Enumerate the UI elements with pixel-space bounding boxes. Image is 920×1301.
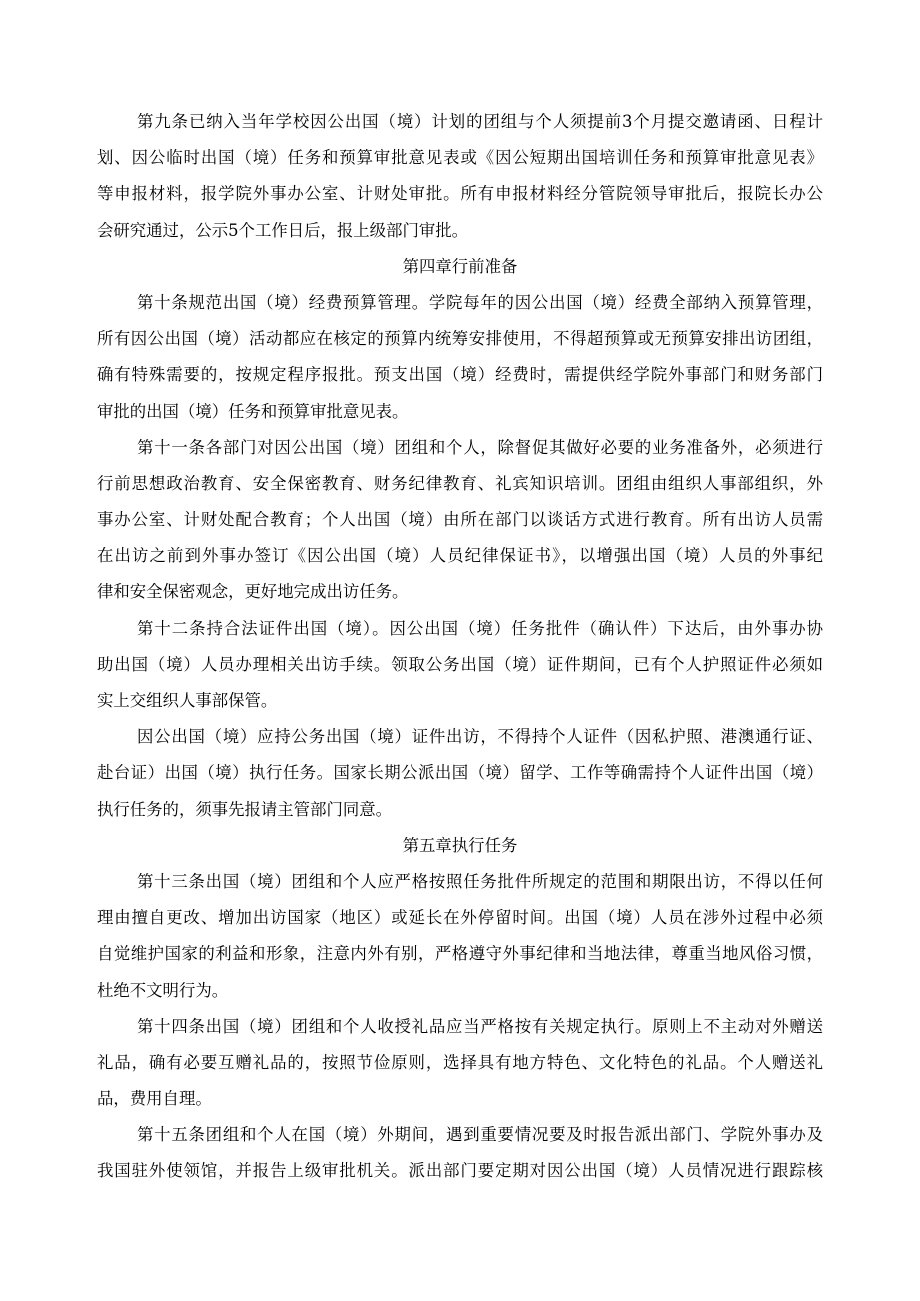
paragraph-line: 会研究通过，公示5个工作日后，报上级部门审批。 bbox=[97, 220, 469, 240]
article-15-paragraph bbox=[97, 1117, 823, 1189]
paragraph-line: 我国驻外使领馆，并报告上级审批机关。派出部门要定期对因公出国（境）人员情况进行跟踪核 bbox=[97, 1161, 823, 1181]
article-13-paragraph bbox=[97, 864, 823, 1009]
article-11-paragraph bbox=[97, 430, 823, 611]
paragraph-line: 第十四条出国（境）团组和个人收授礼品应当严格按有关规定执行。原则上不主动对外赠送 bbox=[137, 1016, 823, 1036]
official-passport-paragraph bbox=[97, 719, 823, 828]
paragraph-line: 自觉维护国家的利益和形象，注意内外有别，严格遵守外事纪律和当地法律，尊重当地风俗习惯， bbox=[97, 944, 823, 964]
paragraph-line: 助出国（境）人员办理相关出访手续。领取公务出国（境）证件期间，已有个人护照证件必须如 bbox=[97, 654, 823, 674]
paragraph-line: 第十二条持合法证件出国（境）。因公出国（境）任务批件（确认件）下达后，由外事办协 bbox=[137, 618, 823, 638]
paragraph-line: 品，费用自理。 bbox=[97, 1089, 212, 1109]
article-10-paragraph bbox=[97, 285, 823, 430]
document-body bbox=[97, 104, 823, 1190]
paragraph-line: 确有特殊需要的，按规定程序报批。预支出国（境）经费时，需提供经学院外事部门和财务部门 bbox=[97, 365, 823, 385]
paragraph-line: 理由擅自更改、增加出访国家（地区）或延长在外停留时间。出国（境）人员在涉外过程中必须 bbox=[97, 908, 823, 928]
paragraph-line: 在出访之前到外事办签订《因公出国（境）人员纪律保证书》，以增强出国（境）人员的外事纪 bbox=[97, 546, 823, 566]
chapter-4-heading: 第四章行前准备 bbox=[402, 256, 518, 276]
paragraph-line: 因公出国（境）应持公务出国（境）证件出访，不得持个人证件（因私护照、港澳通行证、 bbox=[137, 727, 823, 747]
paragraph-line: 第十三条出国（境）团组和个人应严格按照任务批件所规定的范围和期限出访，不得以任何 bbox=[137, 871, 823, 891]
paragraph-line: 第十一条各部门对因公出国（境）团组和个人，除督促其做好必要的业务准备外，必须进行 bbox=[137, 437, 823, 457]
paragraph-line: 第十五条团组和个人在国（境）外期间，遇到重要情况要及时报告派出部门、学院外事办及 bbox=[137, 1125, 823, 1145]
paragraph-line: 赴台证）出国（境）执行任务。国家长期公派出国（境）留学、工作等确需持个人证件出国（境） bbox=[97, 763, 823, 783]
paragraph-line: 第十条规范出国（境）经费预算管理。学院每年的因公出国（境）经费全部纳入预算管理， bbox=[137, 292, 823, 312]
paragraph-line: 执行任务的，须事先报请主管部门同意。 bbox=[97, 799, 393, 819]
article-9-paragraph bbox=[97, 104, 823, 249]
paragraph-line: 审批的出国（境）任务和预算审批意见表。 bbox=[97, 401, 409, 421]
paragraph-line: 划、因公临时出国（境）任务和预算审批意见表或《因公短期出国培训任务和预算审批意见表》 bbox=[97, 148, 823, 168]
paragraph-line: 礼品，确有必要互赠礼品的，按照节俭原则，选择具有地方特色、文化特色的礼品。个人赠送礼 bbox=[97, 1052, 823, 1072]
paragraph-line: 实上交组织人事部保管。 bbox=[97, 691, 278, 710]
paragraph-line: 事办公室、计财处配合教育；个人出国（境）由所在部门以谈话方式进行教育。所有出访人员需 bbox=[97, 510, 823, 530]
paragraph-line: 行前思想政治教育、安全保密教育、财务纪律教育、礼宾知识培训。团组由组织人事部组织，外 bbox=[97, 473, 823, 493]
paragraph-line: 等申报材料，报学院外事办公室、计财处审批。所有申报材料经分管院领导审批后，报院长办公 bbox=[97, 184, 823, 204]
paragraph-line: 律和安全保密观念，更好地完成出访任务。 bbox=[97, 582, 409, 602]
chapter-5-heading: 第五章执行任务 bbox=[402, 835, 518, 855]
article-12-paragraph bbox=[97, 611, 823, 720]
paragraph-line: 杜绝不文明行为。 bbox=[97, 980, 229, 1000]
article-14-paragraph bbox=[97, 1009, 823, 1118]
paragraph-line: 第九条已纳入当年学校因公出国（境）计划的团组与个人须提前3个月提交邀请函、日程计 bbox=[137, 112, 823, 131]
paragraph-line: 所有因公出国（境）活动都应在核定的预算内统筹安排使用，不得超预算或无预算安排出访团组， bbox=[97, 329, 823, 349]
